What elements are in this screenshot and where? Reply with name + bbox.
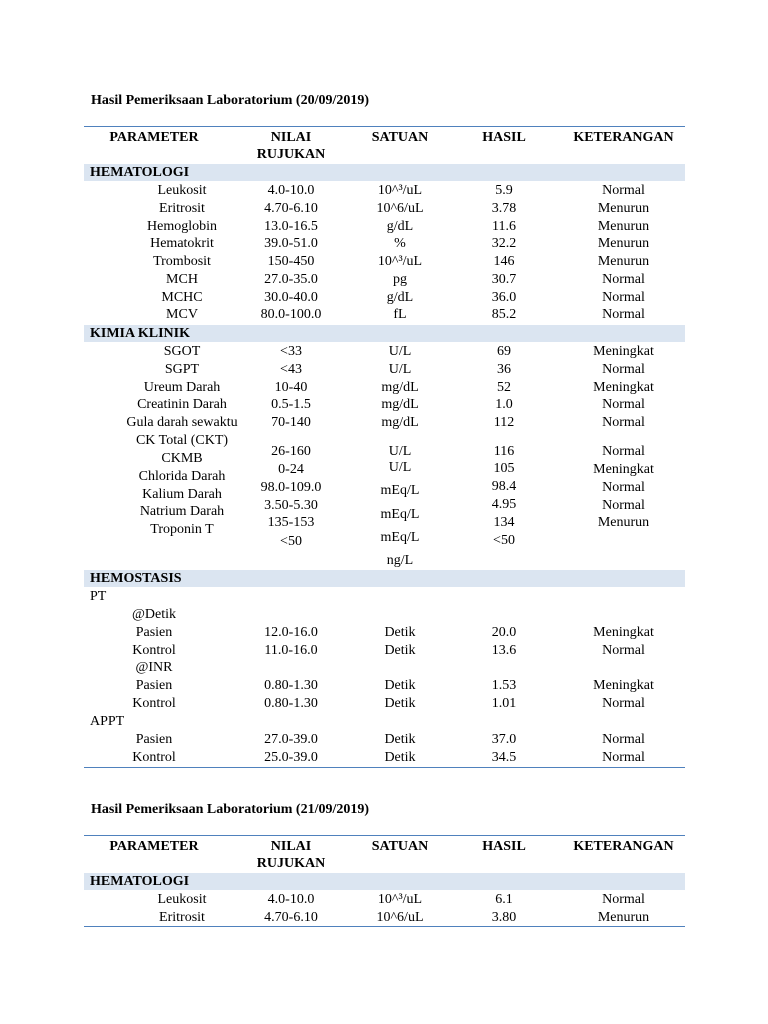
satuan-cell: Detik (384, 642, 416, 658)
header-nilai-line2: RUJUKAN (256, 147, 326, 162)
hemostasis-detik-group: @Detik (132, 607, 176, 622)
satuan-cell: 10^6/uL (376, 909, 424, 925)
table-row (84, 200, 685, 218)
table-row (84, 379, 685, 397)
keterangan-cell: Normal (602, 271, 645, 287)
param-cell: Eritrosit (159, 200, 205, 216)
header-keterangan: KETERANGAN (573, 130, 674, 145)
section2-hematologi-label: HEMATOLOGI (90, 874, 190, 889)
satuan-cell: Detik (384, 625, 416, 640)
keterangan-cell: Normal (602, 732, 645, 747)
hasil-cell: 20.0 (491, 625, 517, 640)
nilai-cell: 39.0-51.0 (264, 236, 318, 252)
hasil-cell: 146 (493, 254, 515, 269)
satuan-cell: g/dL (386, 289, 414, 305)
kimia-free-nilai-6: <50 (280, 534, 302, 549)
param-cell: Gula darah sewaktu (126, 415, 238, 430)
kimia-free-nilai-4: 3.50-5.30 (264, 498, 318, 513)
section-hemostasis-label: HEMOSTASIS (90, 571, 182, 586)
table-row (84, 235, 685, 253)
kimia-free-param-6: Troponin T (150, 522, 214, 537)
satuan-cell: pg (393, 271, 407, 287)
kimia-free-param-5: Natrium Darah (139, 504, 225, 519)
kimia-free-satuan-1: U/L (388, 444, 412, 459)
param-cell: SGOT (163, 344, 201, 359)
keterangan-cell: Menurun (597, 200, 650, 216)
keterangan-cell: Normal (602, 642, 645, 658)
section-kimia-klinik (84, 325, 685, 342)
param-cell: Hematokrit (150, 236, 214, 252)
keterangan-cell: Normal (602, 361, 645, 377)
section-hematologi-label: HEMATOLOGI (90, 165, 190, 180)
kimia-free-param-1: CK Total (CKT) (135, 433, 229, 448)
param-cell: MCHC (161, 289, 203, 305)
kimia-free-ket-2: Meningkat (593, 462, 654, 477)
table-row (84, 253, 685, 271)
hasil-cell: 1.01 (491, 695, 517, 711)
table-row (84, 891, 685, 909)
kimia-free-nilai-5: 135-153 (267, 515, 315, 530)
section2-hematologi (84, 873, 685, 890)
kimia-free-satuan-3: mEq/L (380, 483, 420, 498)
hasil-cell: 30.7 (491, 271, 517, 287)
table-row (84, 909, 685, 927)
satuan-cell: mg/dL (381, 415, 419, 430)
hasil-cell: 112 (493, 415, 515, 430)
satuan-cell: Detik (384, 749, 416, 765)
satuan-cell: mg/dL (381, 397, 419, 413)
param-cell: Pasien (135, 625, 173, 640)
header-hasil: HASIL (482, 130, 526, 145)
table-row (84, 731, 685, 749)
kimia-free-nilai-1: 26-160 (271, 444, 311, 459)
param-cell: Hemoglobin (147, 218, 217, 234)
header2-keterangan: KETERANGAN (573, 839, 674, 854)
keterangan-cell: Normal (602, 397, 645, 413)
hasil-cell: 52 (497, 379, 511, 395)
table-row (84, 306, 685, 324)
nilai-cell: 4.0-10.0 (267, 892, 315, 907)
nilai-cell: 12.0-16.0 (264, 625, 318, 640)
kimia-free-hasil-2: 105 (493, 461, 515, 476)
nilai-cell: 4.0-10.0 (267, 183, 315, 198)
kimia-free-satuan-2: U/L (388, 460, 412, 475)
keterangan-cell: Meningkat (593, 625, 654, 640)
keterangan-cell: Normal (602, 892, 645, 907)
kimia-free-ket-3: Normal (602, 480, 645, 495)
hasil-cell: 1.53 (491, 678, 517, 693)
keterangan-cell: Normal (602, 415, 645, 430)
kimia-free-nilai-3: 98.0-109.0 (260, 480, 322, 495)
nilai-cell: 4.70-6.10 (264, 909, 318, 925)
hemostasis-pt-label: PT (90, 589, 107, 604)
hemostasis-inr-group: @INR (135, 660, 173, 675)
param-cell: MCV (166, 307, 198, 323)
table-row (84, 624, 685, 642)
satuan-cell: Detik (384, 732, 416, 747)
header-satuan: SATUAN (371, 130, 429, 145)
hasil-cell: 69 (497, 344, 511, 359)
hasil-cell: 6.1 (495, 892, 513, 907)
hasil-cell: 3.80 (491, 909, 517, 925)
lab-table-1 (84, 126, 685, 771)
kimia-free-satuan-5: mEq/L (380, 530, 420, 545)
nilai-cell: 13.0-16.5 (264, 218, 318, 234)
keterangan-cell: Meningkat (593, 344, 654, 359)
section-hemostasis (84, 570, 685, 587)
header-nilai-rujukan (236, 129, 346, 163)
hasil-cell: 36.0 (491, 289, 517, 305)
report-2-title: Hasil Pemeriksaan Laboratorium (21/09/2019) (91, 802, 370, 817)
keterangan-cell: Menurun (597, 218, 650, 234)
param-cell: Leukosit (157, 892, 207, 907)
param-cell: SGPT (164, 361, 200, 377)
kimia-free-param-2: CKMB (161, 451, 203, 466)
table-row (84, 749, 685, 767)
keterangan-cell: Meningkat (593, 678, 654, 693)
header2-parameter: PARAMETER (109, 839, 199, 854)
nilai-cell: 30.0-40.0 (264, 289, 318, 305)
keterangan-cell: Normal (602, 289, 645, 305)
table-row (84, 414, 685, 432)
satuan-cell: U/L (388, 361, 412, 377)
hemostasis-appt-label: APPT (90, 714, 125, 729)
nilai-cell: <33 (280, 344, 302, 359)
kimia-free-hasil-6: <50 (493, 533, 515, 548)
keterangan-cell: Meningkat (593, 379, 654, 395)
header-nilai-line1: NILAI (270, 130, 312, 145)
nilai-cell: 0.80-1.30 (264, 695, 318, 711)
header2-nilai-line2: RUJUKAN (256, 856, 326, 871)
param-cell: Kontrol (132, 695, 176, 711)
table-row (84, 677, 685, 695)
kimia-free-satuan-6: ng/L (386, 553, 414, 568)
table-bottom-rule (84, 767, 685, 768)
param-cell: MCH (166, 271, 198, 287)
param-cell: Eritrosit (159, 909, 205, 925)
satuan-cell: mg/dL (381, 379, 419, 395)
satuan-cell: Detik (384, 678, 416, 693)
param-cell: Creatinin Darah (137, 397, 227, 413)
table-row (84, 361, 685, 379)
nilai-cell: 10-40 (274, 379, 308, 395)
param-cell: Pasien (135, 678, 173, 693)
hasil-cell: 11.6 (492, 218, 516, 234)
satuan-cell: U/L (388, 344, 412, 359)
hasil-cell: 3.78 (491, 200, 517, 216)
satuan-cell: 10^³/uL (377, 183, 423, 198)
nilai-cell: 27.0-35.0 (264, 271, 318, 287)
table2-bottom-rule (84, 926, 685, 927)
hasil-cell: 36 (497, 361, 511, 377)
kimia-free-ket-5: Menurun (597, 515, 650, 530)
keterangan-cell: Menurun (597, 254, 650, 269)
nilai-cell: 0.5-1.5 (271, 397, 311, 413)
header-parameter: PARAMETER (109, 130, 199, 145)
lab-table-2 (84, 835, 685, 930)
table-top-rule (84, 126, 685, 127)
table-row (84, 396, 685, 414)
kimia-free-satuan-4: mEq/L (380, 507, 420, 522)
table-row (84, 271, 685, 289)
hasil-cell: 5.9 (495, 183, 513, 198)
satuan-cell: % (394, 236, 406, 252)
param-cell: Leukosit (157, 183, 207, 198)
nilai-cell: 11.0-16.0 (264, 642, 318, 658)
table-row (84, 289, 685, 307)
kimia-free-hasil-4: 4.95 (491, 497, 517, 512)
section-kimia-klinik-label: KIMIA KLINIK (90, 326, 190, 341)
keterangan-cell: Normal (602, 307, 645, 323)
kimia-free-ket-1: Normal (602, 444, 645, 459)
table-row (84, 182, 685, 200)
nilai-cell: 25.0-39.0 (264, 749, 318, 765)
kimia-free-hasil-1: 116 (493, 444, 515, 459)
nilai-cell: <43 (280, 361, 302, 377)
hasil-cell: 32.2 (491, 236, 517, 252)
keterangan-cell: Menurun (597, 236, 650, 252)
kimia-free-hasil-5: 134 (493, 515, 515, 530)
keterangan-cell: Menurun (597, 909, 650, 925)
keterangan-cell: Normal (602, 183, 645, 198)
keterangan-cell: Normal (602, 749, 645, 765)
satuan-cell: 10^³/uL (377, 892, 423, 907)
nilai-cell: 27.0-39.0 (264, 732, 318, 747)
kimia-free-param-3: Chlorida Darah (138, 469, 226, 484)
satuan-cell: g/dL (386, 218, 414, 234)
nilai-cell: 70-140 (271, 415, 311, 430)
kimia-free-param-4: Kalium Darah (142, 487, 222, 502)
nilai-cell: 80.0-100.0 (260, 307, 322, 323)
header2-satuan: SATUAN (371, 839, 429, 854)
nilai-cell: 0.80-1.30 (264, 678, 318, 693)
hasil-cell: 37.0 (491, 732, 517, 747)
header2-nilai-rujukan (236, 838, 346, 872)
satuan-cell: 10^³/uL (377, 254, 423, 269)
kimia-free-nilai-2: 0-24 (278, 462, 304, 477)
table-row (84, 695, 685, 713)
report-1-title: Hasil Pemeriksaan Laboratorium (20/09/2019) (91, 93, 370, 108)
hasil-cell: 13.6 (491, 642, 517, 658)
table-row (84, 343, 685, 361)
param-cell: Trombosit (153, 254, 211, 269)
param-cell: Kontrol (132, 749, 176, 765)
table-row (84, 218, 685, 236)
section-hematologi (84, 164, 685, 181)
satuan-cell: Detik (384, 695, 416, 711)
param-cell: Pasien (135, 732, 173, 747)
kimia-free-hasil-3: 98.4 (491, 479, 517, 494)
param-cell: Ureum Darah (143, 379, 221, 395)
satuan-cell: 10^6/uL (376, 200, 424, 216)
nilai-cell: 4.70-6.10 (264, 200, 318, 216)
header2-nilai-line1: NILAI (270, 839, 312, 854)
param-cell: Kontrol (132, 642, 176, 658)
hasil-cell: 85.2 (491, 307, 517, 323)
nilai-cell: 150-450 (267, 254, 315, 269)
header2-hasil: HASIL (482, 839, 526, 854)
hasil-cell: 34.5 (491, 749, 517, 765)
keterangan-cell: Normal (602, 695, 645, 711)
kimia-free-ket-4: Normal (602, 498, 645, 513)
satuan-cell: fL (393, 307, 407, 323)
table2-top-rule (84, 835, 685, 836)
table-row (84, 642, 685, 660)
hasil-cell: 1.0 (495, 397, 513, 413)
